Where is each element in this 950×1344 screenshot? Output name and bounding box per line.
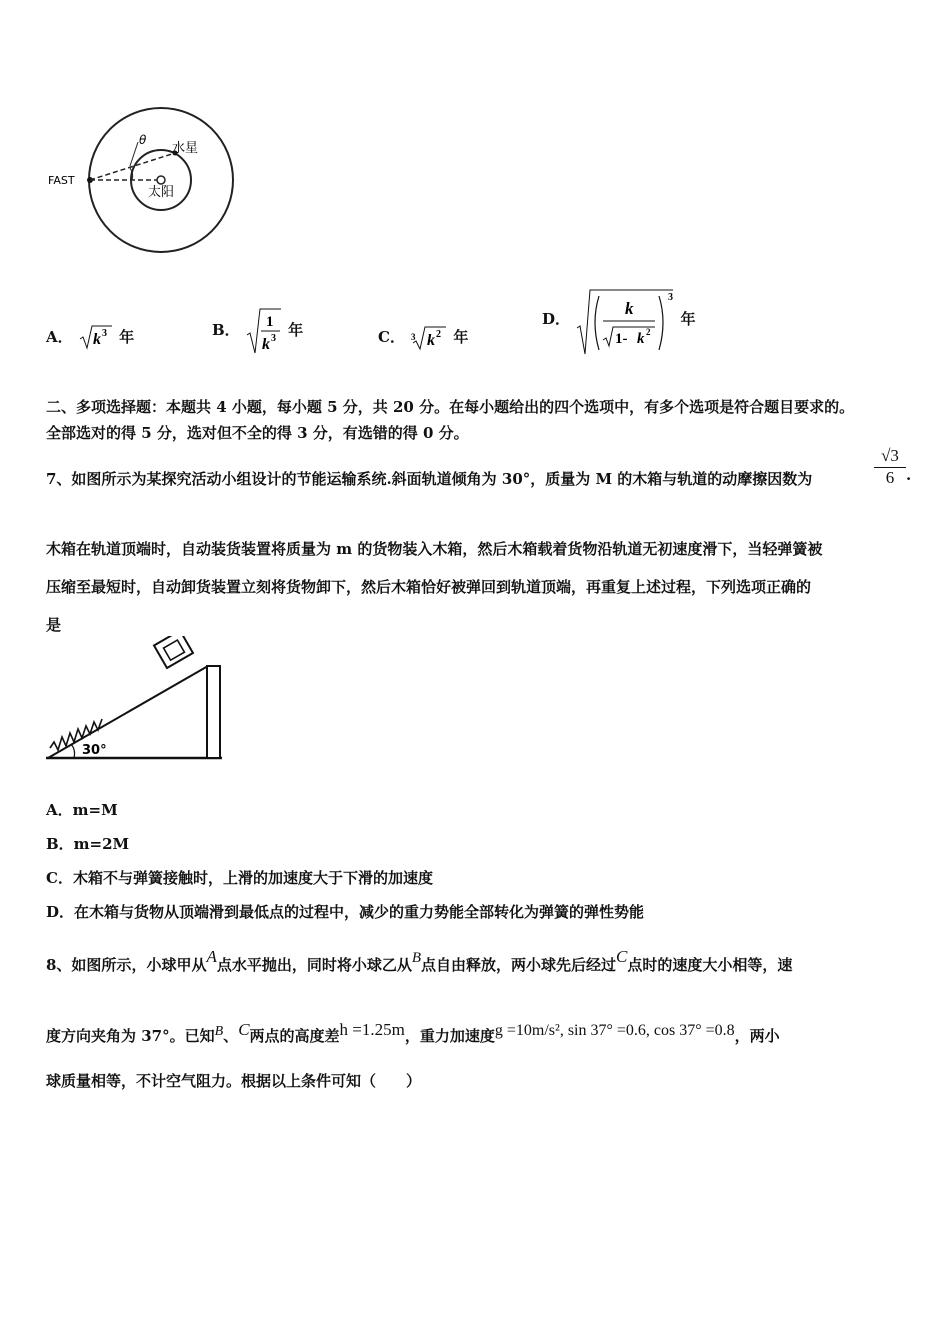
q7-option-c: C．木箱不与弹簧接触时，上滑的加速度大于下滑的加速度 [46,869,433,887]
q8-point-c: C [616,947,628,966]
svg-text:3: 3 [270,333,276,344]
q6-option-d-formula [575,292,680,347]
q6-option-a [46,322,134,352]
incline-angle-label: 30° [82,743,107,758]
theta-label: θ [139,133,147,147]
q8-text-5: 度方向夹角为 37°。已知 [46,1027,215,1045]
q6-option-a-label: A． [46,328,73,346]
q6-option-a-unit: 年 [119,328,135,346]
section2-heading [46,394,916,446]
q8-text-3: 点自由释放，两小球先后经过 [421,956,617,974]
q6-option-b-unit: 年 [288,321,304,339]
svg-text:2: 2 [436,329,442,340]
svg-text:1-: 1- [615,331,628,347]
q8-line2 [46,1017,926,1049]
q6-option-d-unit: 年 [680,310,696,328]
q8-line1 [46,944,916,978]
svg-text:2: 2 [646,327,651,337]
svg-text:k: k [92,331,101,348]
q8-point-b: B [411,950,422,966]
q8-gravity-expr: g =10m/s², sin 37° =0.6, cos 37° =0.8 [494,1022,735,1039]
q8-text-4: 点时的速度大小相等，速 [627,956,793,974]
q6-option-b-label: B． [212,321,240,339]
q6-option-c-formula [410,328,453,349]
q6-option-b [212,305,303,357]
q7-intro-end: . [906,466,912,484]
q7-option-a: A．m=M [46,801,118,819]
q7-body [46,530,916,644]
q7-friction-fraction [874,446,906,488]
svg-text:k: k [625,299,634,318]
q8-text-2: 点水平抛出，同时将小球乙从 [216,956,412,974]
q8-text-7: ，重力加速度 [404,1027,495,1045]
q6-option-c [378,322,468,352]
q6-option-a-formula [78,328,119,346]
q7-option-b: B．m=2M [46,835,130,853]
svg-text:1: 1 [265,314,274,330]
q8-point-a: A [206,947,217,966]
q7-line3: 压缩至最短时，自动卸货装置立刻将货物卸下，然后木箱恰好被弹回到轨道顶端，再重复上述过程，下列选项正确的 [46,578,812,596]
q7-fraction-numerator: √3 [874,446,906,468]
section2-line1: 二、多项选择题：本题共 4 小题，每小题 5 分，共 20 分。在每小题给出的四个选项中，有多个选项是符合题目要求的。 [46,398,855,416]
q8-separator: 、 [223,1027,239,1045]
q7-line4: 是 [46,616,62,634]
q8-text-8: ，两小 [734,1027,780,1045]
svg-text:k: k [427,332,436,349]
q8-text-6: 两点的高度差 [249,1027,340,1045]
figure-orbit-diagram [40,100,250,260]
q8-height-expr: h =1.25m [339,1020,405,1039]
q6-option-c-unit: 年 [453,328,469,346]
q8-line3: 球质量相等，不计空气阻力。根据以上条件可知（ ） [46,1072,422,1090]
q6-option-b-formula [245,314,288,353]
q8-point-b2: B [214,1024,224,1039]
q6-option-d [542,288,696,358]
q7-line2: 木箱在轨道顶端时，自动装货装置将质量为 m 的货物装入木箱，然后木箱载着货物沿轨道无初速度滑下，当轻弹簧被 [46,540,823,558]
q7-intro [46,466,926,492]
q6-option-c-label: C． [378,328,405,346]
svg-text:3: 3 [668,292,674,303]
q7-fraction-denominator: 6 [885,468,895,487]
fast-label: FAST [48,174,75,187]
q8-text-1: 8、如图所示，小球甲从 [46,956,207,974]
svg-text:k: k [261,336,270,353]
sun-label: 太阳 [148,185,175,200]
figure-incline-diagram [44,636,226,762]
q7-intro-text: 7、如图所示为某探究活动小组设计的节能运输系统.斜面轨道倾角为 30°，质量为 M 的木箱与轨道的动摩擦因数为 [46,470,813,488]
q7-option-d: D．在木箱与货物从顶端滑到最低点的过程中，减少的重力势能全部转化为弹簧的弹性势能 [46,903,645,921]
q8-point-c2: C [238,1020,250,1039]
mercury-label: 水星 [172,141,199,156]
svg-text:k: k [637,331,645,347]
q6-option-d-label: D． [542,310,571,328]
section2-line2: 全部选对的得 5 分，选对但不全的得 3 分，有选错的得 0 分。 [46,424,469,442]
svg-text:3: 3 [101,328,107,339]
svg-text:3: 3 [411,332,416,342]
